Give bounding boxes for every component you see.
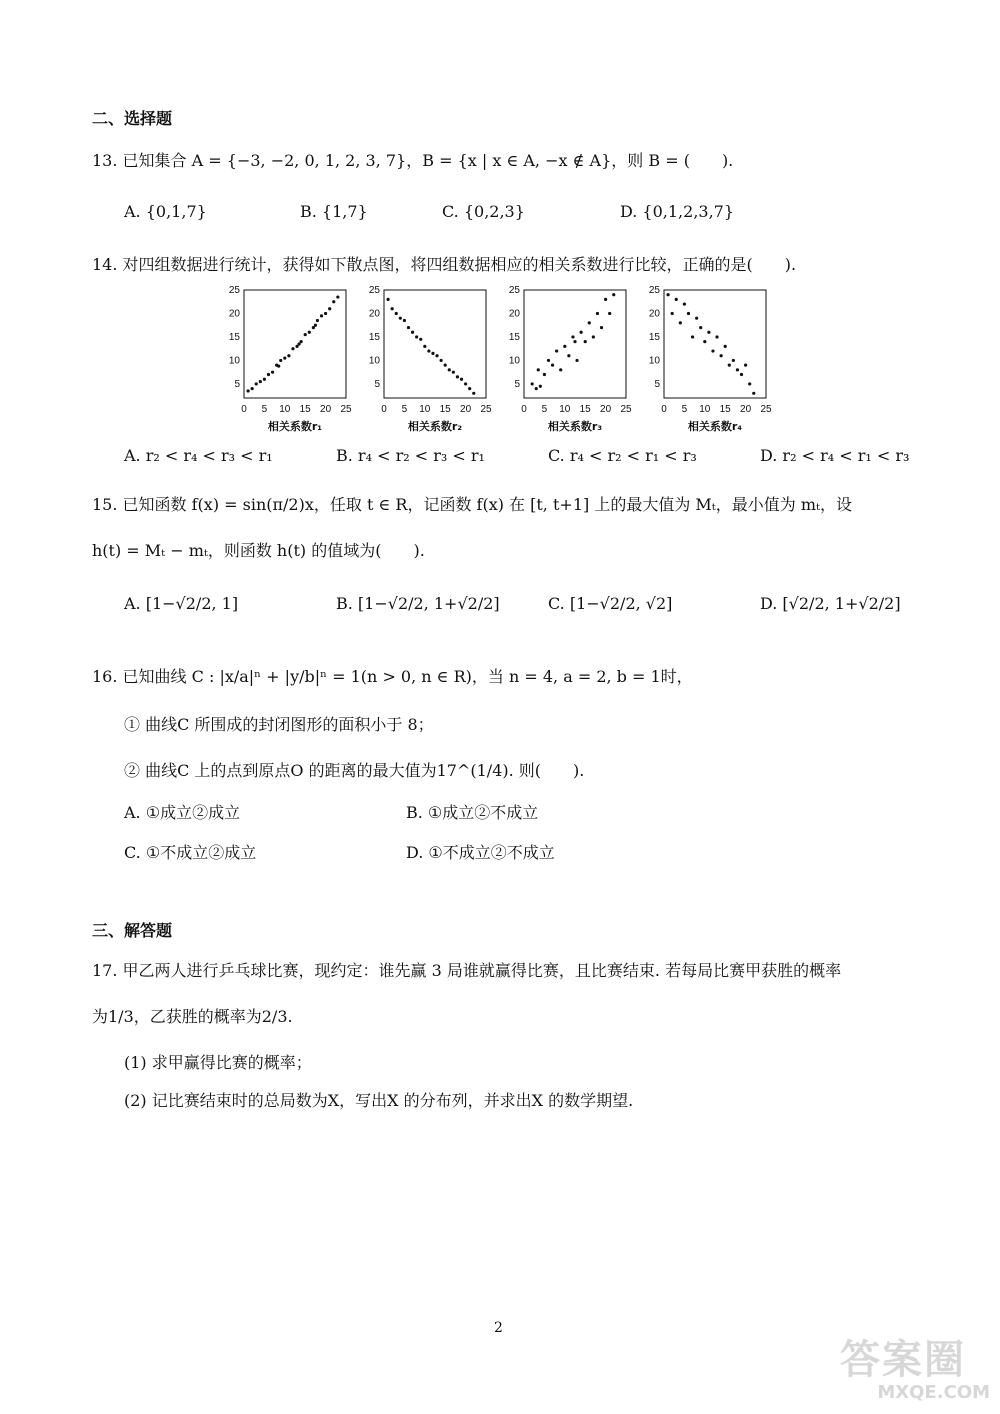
x-tick-label: 0 bbox=[661, 404, 667, 415]
data-point bbox=[539, 385, 542, 388]
option-c: C. [1−√2/2, √2] bbox=[548, 594, 673, 613]
question-14 bbox=[92, 252, 796, 275]
data-point bbox=[567, 354, 570, 357]
y-tick-label: 20 bbox=[508, 308, 520, 320]
data-point bbox=[604, 298, 607, 301]
option-a: A. ①成立②成立 bbox=[124, 803, 241, 822]
data-point bbox=[666, 293, 669, 296]
data-point bbox=[679, 321, 682, 324]
data-point bbox=[707, 331, 710, 334]
data-point bbox=[472, 392, 475, 395]
data-point bbox=[279, 359, 282, 362]
x-tick-label: 5 bbox=[541, 404, 548, 415]
x-tick-label: 10 bbox=[279, 404, 291, 415]
option-c: C. r₄ < r₂ < r₁ < r₃ bbox=[548, 446, 697, 465]
question-text-line1: 已知函数 f(x) = sin(π/2)x，任取 t ∈ R，记函数 f(x) 在 [t, t+1] 上的最大值为 Mₜ，最小值为 mₜ，设 bbox=[122, 495, 852, 514]
y-tick-label: 10 bbox=[368, 355, 380, 367]
y-tick-label: 5 bbox=[234, 378, 240, 390]
scatter-plot-2 bbox=[369, 286, 492, 433]
statement-2: ② 曲线C 上的点到原点O 的距离的最大值为17^(1/4). 则( ). bbox=[124, 761, 585, 780]
question-16 bbox=[92, 664, 693, 687]
y-tick-label: 15 bbox=[648, 331, 660, 343]
x-axis-label: 相关系数r₃ bbox=[547, 420, 603, 433]
data-point bbox=[559, 368, 562, 371]
y-tick-label: 25 bbox=[648, 286, 660, 296]
data-point bbox=[555, 349, 558, 352]
option-d: D. {0,1,2,3,7} bbox=[620, 202, 735, 221]
x-tick-label: 25 bbox=[760, 404, 772, 415]
x-tick-label: 0 bbox=[381, 404, 387, 415]
x-tick-label: 25 bbox=[340, 404, 352, 415]
data-point bbox=[671, 312, 674, 315]
page-number: 2 bbox=[494, 1320, 503, 1336]
data-point bbox=[703, 340, 706, 343]
data-point bbox=[246, 389, 249, 392]
option-a: A. {0,1,7} bbox=[124, 202, 207, 221]
watermark-logo bbox=[840, 1338, 990, 1410]
y-tick-label: 20 bbox=[648, 308, 660, 320]
x-tick-label: 15 bbox=[439, 404, 451, 415]
data-point bbox=[287, 354, 290, 357]
plot-frame bbox=[524, 290, 626, 398]
section-heading-choice: 二、选择题 bbox=[92, 109, 173, 128]
statement-1: ① 曲线C 所围成的封闭图形的面积小于 8； bbox=[124, 715, 434, 734]
x-tick-label: 20 bbox=[460, 404, 472, 415]
data-point bbox=[399, 317, 402, 320]
y-tick-label: 10 bbox=[508, 355, 520, 367]
data-point bbox=[720, 354, 723, 357]
question-text: 已知集合 A = {−3, −2, 0, 1, 2, 3, 7}，B = {x | x ∈ A, −x ∉ A}，则 B = ( ). bbox=[122, 151, 734, 170]
data-point bbox=[464, 382, 467, 385]
question-number: 14. bbox=[92, 255, 118, 274]
data-point bbox=[695, 317, 698, 320]
data-point bbox=[314, 324, 317, 327]
data-point bbox=[251, 387, 254, 390]
watermark-text: MXQE.COM bbox=[877, 1382, 990, 1403]
data-point bbox=[403, 319, 406, 322]
data-point bbox=[736, 368, 739, 371]
option-b: B. {1,7} bbox=[300, 202, 368, 221]
sub-question-2: (2) 记比赛结束时的总局数为X，写出X 的分布列，并求出X 的数学期望. bbox=[124, 1091, 634, 1110]
data-point bbox=[431, 352, 434, 355]
y-tick-label: 15 bbox=[508, 331, 520, 343]
y-tick-label: 20 bbox=[228, 308, 240, 320]
scatter-plot-1 bbox=[229, 286, 352, 433]
data-point bbox=[460, 378, 463, 381]
question-15-line2: h(t) = Mₜ − mₜ，则函数 h(t) 的值域为( ). bbox=[92, 541, 425, 560]
y-tick-label: 25 bbox=[508, 286, 520, 296]
section-heading-answer: 三、解答题 bbox=[92, 921, 173, 940]
data-point bbox=[452, 371, 455, 374]
data-point bbox=[415, 335, 418, 338]
data-point bbox=[531, 382, 534, 385]
data-point bbox=[407, 326, 410, 329]
data-point bbox=[600, 326, 603, 329]
question-number: 13. bbox=[92, 151, 118, 170]
question-text: 已知曲线 C : |x/a|ⁿ + |y/b|ⁿ = 1(n > 0, n ∈ R)，当 n = 4, a = 2, b = 1时， bbox=[122, 667, 693, 686]
data-point bbox=[271, 371, 274, 374]
question-number: 17. bbox=[92, 961, 118, 980]
data-point bbox=[448, 368, 451, 371]
y-tick-label: 10 bbox=[228, 355, 240, 367]
data-point bbox=[592, 335, 595, 338]
x-tick-label: 15 bbox=[719, 404, 731, 415]
data-point bbox=[563, 345, 566, 348]
sub-question-1: (1) 求甲赢得比赛的概率； bbox=[124, 1053, 312, 1072]
data-point bbox=[308, 331, 311, 334]
data-point bbox=[411, 331, 414, 334]
data-point bbox=[575, 359, 578, 362]
scatter-plot-3 bbox=[509, 286, 632, 433]
data-point bbox=[277, 364, 280, 367]
data-point bbox=[395, 312, 398, 315]
y-tick-label: 5 bbox=[514, 378, 520, 390]
data-point bbox=[440, 359, 443, 362]
data-point bbox=[596, 312, 599, 315]
data-point bbox=[612, 293, 615, 296]
plot-frame bbox=[664, 290, 766, 398]
question-15 bbox=[92, 492, 852, 515]
data-point bbox=[332, 300, 335, 303]
data-point bbox=[444, 364, 447, 367]
x-tick-label: 10 bbox=[419, 404, 431, 415]
data-point bbox=[691, 335, 694, 338]
scatter-plots bbox=[224, 286, 784, 436]
data-point bbox=[584, 340, 587, 343]
data-point bbox=[551, 364, 554, 367]
data-point bbox=[386, 298, 389, 301]
option-a: A. [1−√2/2, 1] bbox=[124, 594, 239, 613]
data-point bbox=[711, 349, 714, 352]
scatter-plot-4 bbox=[649, 286, 772, 433]
data-point bbox=[283, 356, 286, 359]
data-point bbox=[683, 302, 686, 305]
x-tick-label: 25 bbox=[480, 404, 492, 415]
data-point bbox=[267, 373, 270, 376]
question-13 bbox=[92, 148, 733, 171]
data-point bbox=[419, 338, 422, 341]
y-tick-label: 15 bbox=[368, 331, 380, 343]
data-point bbox=[580, 331, 583, 334]
y-tick-label: 25 bbox=[368, 286, 380, 296]
data-point bbox=[588, 321, 591, 324]
option-d: D. [√2/2, 1+√2/2] bbox=[760, 594, 901, 613]
question-text: 对四组数据进行统计，获得如下散点图，将四组数据相应的相关系数进行比较，正确的是( ). bbox=[122, 255, 797, 274]
data-point bbox=[291, 347, 294, 350]
data-point bbox=[456, 375, 459, 378]
data-point bbox=[732, 359, 735, 362]
x-axis-label: 相关系数r₁ bbox=[267, 420, 323, 433]
question-number: 16. bbox=[92, 667, 118, 686]
data-point bbox=[728, 364, 731, 367]
data-point bbox=[687, 312, 690, 315]
data-point bbox=[336, 295, 339, 298]
watermark-glyphs: 答案圈 bbox=[840, 1337, 966, 1383]
data-point bbox=[547, 359, 550, 362]
option-a: A. r₂ < r₄ < r₃ < r₁ bbox=[124, 446, 273, 465]
data-point bbox=[304, 333, 307, 336]
x-tick-label: 15 bbox=[299, 404, 311, 415]
question-17-line2: 为1/3，乙获胜的概率为2/3. bbox=[92, 1007, 293, 1026]
x-tick-label: 5 bbox=[681, 404, 688, 415]
option-d: D. r₂ < r₄ < r₁ < r₃ bbox=[760, 446, 910, 465]
y-tick-label: 5 bbox=[654, 378, 660, 390]
data-point bbox=[724, 345, 727, 348]
data-point bbox=[744, 364, 747, 367]
option-c: C. {0,2,3} bbox=[442, 202, 525, 221]
data-point bbox=[535, 387, 538, 390]
option-b: B. r₄ < r₂ < r₃ < r₁ bbox=[336, 446, 485, 465]
data-point bbox=[608, 312, 611, 315]
data-point bbox=[699, 326, 702, 329]
data-point bbox=[740, 373, 743, 376]
data-point bbox=[715, 335, 718, 338]
x-tick-label: 25 bbox=[620, 404, 632, 415]
data-point bbox=[537, 368, 540, 371]
data-point bbox=[423, 345, 426, 348]
data-point bbox=[752, 392, 755, 395]
y-tick-label: 5 bbox=[374, 378, 380, 390]
x-tick-label: 5 bbox=[261, 404, 268, 415]
data-point bbox=[300, 340, 303, 343]
data-point bbox=[468, 387, 471, 390]
option-b: B. [1−√2/2, 1+√2/2] bbox=[336, 594, 500, 613]
data-point bbox=[571, 335, 574, 338]
x-tick-label: 20 bbox=[600, 404, 612, 415]
data-point bbox=[543, 373, 546, 376]
y-tick-label: 20 bbox=[368, 308, 380, 320]
plot-frame bbox=[384, 290, 486, 398]
data-point bbox=[259, 380, 262, 383]
data-point bbox=[328, 307, 331, 310]
data-point bbox=[748, 382, 751, 385]
data-point bbox=[324, 312, 327, 315]
x-tick-label: 15 bbox=[579, 404, 591, 415]
data-point bbox=[391, 307, 394, 310]
x-tick-label: 5 bbox=[401, 404, 408, 415]
question-17 bbox=[92, 958, 841, 981]
data-point bbox=[320, 314, 323, 317]
y-tick-label: 15 bbox=[228, 331, 240, 343]
data-point bbox=[316, 319, 319, 322]
x-tick-label: 0 bbox=[521, 404, 527, 415]
data-point bbox=[435, 354, 438, 357]
x-tick-label: 20 bbox=[320, 404, 332, 415]
x-tick-label: 10 bbox=[699, 404, 711, 415]
x-axis-label: 相关系数r₄ bbox=[687, 420, 743, 433]
y-tick-label: 10 bbox=[648, 355, 660, 367]
data-point bbox=[675, 298, 678, 301]
option-b: B. ①成立②不成立 bbox=[406, 803, 539, 822]
question-text-line1: 甲乙两人进行乒乓球比赛，现约定：谁先赢 3 局谁就赢得比赛，且比赛结束. 若每局比赛甲获胜的概率 bbox=[122, 961, 842, 980]
option-c: C. ①不成立②成立 bbox=[124, 843, 257, 862]
x-axis-label: 相关系数r₂ bbox=[407, 420, 463, 433]
data-point bbox=[263, 378, 266, 381]
x-tick-label: 0 bbox=[241, 404, 247, 415]
data-point bbox=[255, 382, 258, 385]
question-number: 15. bbox=[92, 495, 118, 514]
y-tick-label: 25 bbox=[228, 286, 240, 296]
x-tick-label: 20 bbox=[740, 404, 752, 415]
x-tick-label: 10 bbox=[559, 404, 571, 415]
data-point bbox=[573, 340, 576, 343]
option-d: D. ①不成立②不成立 bbox=[406, 843, 555, 862]
data-point bbox=[427, 349, 430, 352]
